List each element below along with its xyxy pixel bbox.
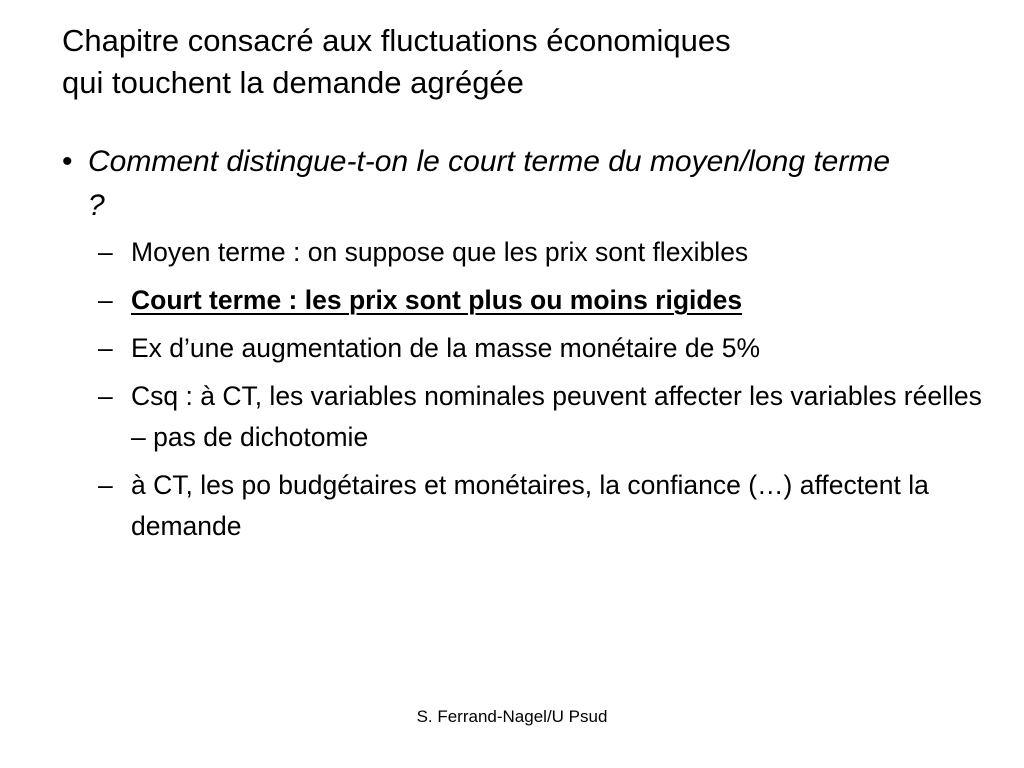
sub-bullet-demande	[0, 465, 1024, 547]
slide-title-line-1: Chapitre consacré aux fluctuations économiques	[62, 23, 731, 58]
dash-marker: –	[98, 333, 113, 363]
sub-bullet-text: Court terme : les prix sont plus ou moins rigides	[131, 285, 743, 315]
sub-bullet-list	[0, 232, 1024, 547]
main-bullet-text: Comment distingue-t-on le court terme du moyen/long terme ?	[88, 145, 891, 222]
bullet-list	[0, 140, 1024, 554]
sub-bullet-dichotomie	[0, 376, 1024, 458]
sub-bullet-court-terme	[0, 280, 1024, 321]
slide-title	[62, 20, 962, 104]
slide-footer: S. Ferrand-Nagel/U Psud	[416, 707, 608, 726]
slide-title-line-2: qui touchent la demande agrégée	[62, 65, 524, 100]
sub-bullet-masse-monetaire	[0, 328, 1024, 369]
sub-bullet-text: Csq : à CT, les variables nominales peuvent affecter les variables réelles – pas de dichotomie	[131, 381, 982, 452]
sub-bullet-text: Ex d’une augmentation de la masse monétaire de 5%	[131, 333, 761, 363]
sub-bullet-text: à CT, les po budgétaires et monétaires, la confiance (…) affectent la demande	[131, 470, 929, 541]
bullet-marker: •	[62, 145, 73, 178]
dash-marker: –	[98, 470, 113, 500]
sub-bullet-text: Moyen terme : on suppose que les prix sont flexibles	[131, 237, 749, 267]
dash-marker: –	[98, 285, 113, 315]
dash-marker: –	[98, 381, 113, 411]
sub-bullet-moyen-terme	[0, 232, 1024, 273]
main-bullet	[0, 140, 1024, 228]
dash-marker: –	[98, 237, 113, 267]
